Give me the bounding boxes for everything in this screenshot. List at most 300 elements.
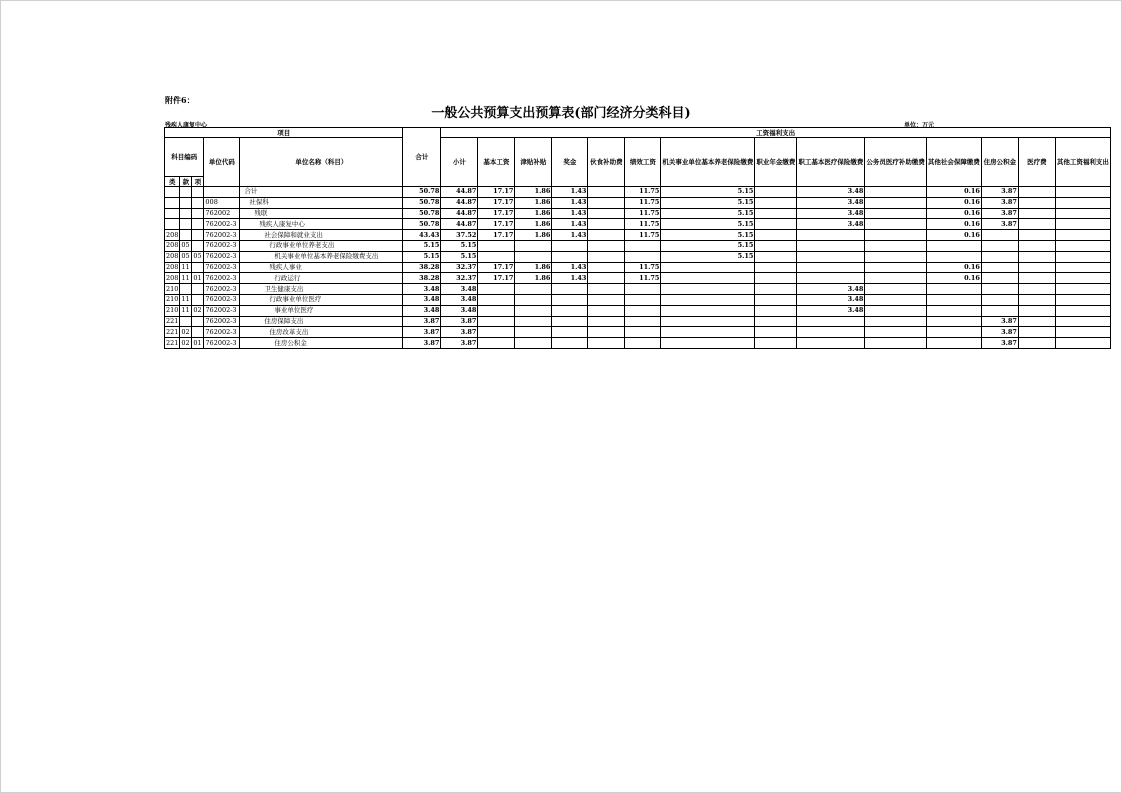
cell-kuan	[180, 284, 192, 295]
cell-value	[926, 305, 981, 316]
cell-value	[755, 197, 797, 208]
cell-value	[1055, 284, 1110, 295]
cell-value	[515, 327, 552, 338]
cell-value	[797, 262, 865, 273]
cell-value	[926, 240, 981, 251]
cell-kuan: 11	[180, 305, 192, 316]
cell-value	[515, 284, 552, 295]
cell-value	[981, 305, 1018, 316]
cell-value: 5.15	[403, 240, 441, 251]
cell-value: 1.86	[515, 273, 552, 284]
cell-lei: 208	[166, 241, 179, 250]
cell-value	[981, 240, 1018, 251]
cell-value: 1.43	[552, 230, 588, 241]
cell-value: 3.48	[797, 197, 865, 208]
cell-value	[865, 230, 927, 241]
cell-value: 1.86	[515, 230, 552, 241]
cell-value: 1.43	[552, 273, 588, 284]
cell-value	[865, 251, 927, 262]
cell-value	[661, 273, 755, 284]
cell-kuan	[180, 197, 192, 208]
cell-value	[588, 187, 625, 198]
cell-lei: 221	[166, 338, 179, 347]
cell-unit-code: 008	[204, 197, 240, 208]
cell-value: 50.78	[403, 219, 441, 230]
cell-value	[552, 316, 588, 327]
cell-value	[625, 284, 661, 295]
cell-value: 50.78	[403, 187, 441, 198]
cell-value	[588, 262, 625, 273]
cell-value: 3.48	[797, 219, 865, 230]
cell-xiang	[192, 316, 204, 327]
cell-value	[552, 305, 588, 316]
cell-value: 5.15	[661, 208, 755, 219]
cell-value	[625, 251, 661, 262]
table-row	[165, 208, 1111, 219]
cell-value	[865, 294, 927, 305]
cell-unit-code: 762002-3	[204, 284, 240, 295]
cell-value: 5.15	[441, 240, 478, 251]
table-row	[165, 327, 1111, 338]
cell-xiang	[192, 240, 204, 251]
cell-xiang	[192, 262, 204, 273]
table-row	[165, 262, 1111, 273]
cell-unit-name: 合计	[240, 187, 403, 198]
cell-unit-name: 机关事业单位基本养老保险缴费支出	[240, 251, 403, 262]
cell-value: 5.15	[661, 251, 755, 262]
table-row	[165, 338, 1111, 349]
table-row	[165, 187, 1111, 198]
cell-value	[478, 316, 515, 327]
cell-value	[981, 262, 1018, 273]
cell-value	[625, 327, 661, 338]
cell-value: 1.86	[515, 197, 552, 208]
cell-value: 37.52	[441, 230, 478, 241]
header-col: 奖金	[552, 138, 588, 187]
table-row	[165, 273, 1111, 284]
cell-value	[661, 262, 755, 273]
cell-value: 1.43	[552, 208, 588, 219]
table-row	[165, 219, 1111, 230]
cell-kuan: 11	[180, 294, 192, 305]
cell-value	[588, 338, 625, 349]
cell-value: 3.87	[441, 338, 478, 349]
cell-value	[1018, 208, 1055, 219]
cell-value: 44.87	[441, 219, 478, 230]
cell-value	[755, 208, 797, 219]
cell-value: 44.87	[441, 197, 478, 208]
cell-value: 3.87	[981, 197, 1018, 208]
cell-value: 50.78	[403, 208, 441, 219]
cell-unit-name: 社会保障和就业支出	[240, 230, 403, 241]
cell-value: 17.17	[478, 187, 515, 198]
cell-lei: 210	[166, 295, 179, 304]
cell-value	[926, 251, 981, 262]
cell-value: 5.15	[441, 251, 478, 262]
cell-xiang	[192, 327, 204, 338]
cell-value: 0.16	[926, 197, 981, 208]
cell-xiang	[192, 219, 204, 230]
table-row	[165, 284, 1111, 295]
cell-kuan	[180, 187, 192, 198]
cell-value	[625, 294, 661, 305]
cell-value	[797, 338, 865, 349]
header-col: 伙食补助费	[588, 138, 625, 187]
cell-value	[865, 273, 927, 284]
cell-value	[1018, 240, 1055, 251]
header-col: 绩效工资	[625, 138, 661, 187]
cell-value	[1055, 230, 1110, 241]
cell-value	[515, 316, 552, 327]
header-total: 合计	[403, 128, 441, 187]
cell-kuan	[180, 230, 192, 241]
cell-unit-code: 762002-3	[204, 316, 240, 327]
cell-value	[797, 327, 865, 338]
cell-value	[588, 316, 625, 327]
cell-value: 50.78	[403, 197, 441, 208]
cell-value	[797, 230, 865, 241]
cell-unit-code: 762002-3	[204, 273, 240, 284]
cell-value	[865, 219, 927, 230]
cell-value	[588, 230, 625, 241]
cell-value	[981, 251, 1018, 262]
cell-value	[515, 294, 552, 305]
table-row	[165, 294, 1111, 305]
cell-lei: 210	[166, 284, 179, 293]
cell-xiang: 01	[192, 273, 204, 284]
cell-xiang	[192, 208, 204, 219]
cell-value	[661, 294, 755, 305]
cell-value	[1018, 197, 1055, 208]
cell-value: 11.75	[625, 219, 661, 230]
cell-value: 1.43	[552, 219, 588, 230]
cell-value	[1055, 294, 1110, 305]
cell-value	[1018, 219, 1055, 230]
cell-kuan	[180, 316, 192, 327]
cell-lei: 208	[166, 262, 179, 271]
header-col: 基本工资	[478, 138, 515, 187]
header-unit-code: 单位代码	[204, 138, 240, 187]
cell-xiang: 02	[192, 305, 204, 316]
cell-value	[926, 284, 981, 295]
cell-unit-name: 社保科	[240, 197, 403, 208]
cell-value: 3.87	[403, 316, 441, 327]
cell-value: 17.17	[478, 262, 515, 273]
cell-unit-name: 残疾人事业	[240, 262, 403, 273]
cell-xiang: 05	[192, 251, 204, 262]
cell-value	[981, 230, 1018, 241]
cell-value	[478, 251, 515, 262]
cell-unit-name: 事业单位医疗	[240, 305, 403, 316]
cell-xiang	[192, 197, 204, 208]
cell-value: 44.87	[441, 208, 478, 219]
cell-value	[1055, 273, 1110, 284]
cell-unit-code: 762002-3	[204, 251, 240, 262]
cell-value: 1.86	[515, 219, 552, 230]
cell-value: 3.87	[441, 327, 478, 338]
cell-value	[755, 338, 797, 349]
cell-value: 32.37	[441, 262, 478, 273]
header-col: 小计	[441, 138, 478, 187]
cell-value	[865, 338, 927, 349]
cell-value	[1055, 338, 1110, 349]
cell-value	[478, 284, 515, 295]
cell-value	[588, 284, 625, 295]
cell-value: 17.17	[478, 273, 515, 284]
cell-value	[1055, 197, 1110, 208]
cell-value	[588, 294, 625, 305]
cell-value	[865, 197, 927, 208]
cell-xiang	[192, 284, 204, 295]
cell-value: 3.87	[981, 316, 1018, 327]
cell-unit-name: 行政事业单位医疗	[240, 294, 403, 305]
cell-unit-code	[204, 187, 240, 198]
header-wage-group: 工资福利支出	[441, 128, 1111, 138]
cell-value	[661, 305, 755, 316]
cell-value	[552, 294, 588, 305]
cell-value	[926, 338, 981, 349]
cell-value	[552, 251, 588, 262]
cell-unit-name: 行政事业单位养老支出	[240, 240, 403, 251]
cell-value: 11.75	[625, 187, 661, 198]
cell-value	[1018, 327, 1055, 338]
header-col: 其他工资福利支出	[1055, 138, 1110, 187]
cell-unit-name: 残疾人康复中心	[240, 219, 403, 230]
cell-value	[1055, 305, 1110, 316]
cell-value	[1018, 294, 1055, 305]
header-kuan: 款	[180, 177, 192, 187]
cell-value	[755, 284, 797, 295]
cell-value	[755, 316, 797, 327]
header-col: 职工基本医疗保险缴费	[797, 138, 865, 187]
cell-value: 3.87	[403, 338, 441, 349]
cell-kuan: 11	[180, 262, 192, 273]
cell-lei	[165, 208, 180, 219]
cell-value: 3.48	[441, 294, 478, 305]
header-col: 其他社会保障缴费	[926, 138, 981, 187]
cell-unit-code: 762002-3	[204, 338, 240, 349]
table-row	[165, 240, 1111, 251]
cell-kuan: 02	[180, 327, 192, 338]
cell-value: 44.87	[441, 187, 478, 198]
cell-value	[1055, 327, 1110, 338]
cell-unit-code: 762002-3	[204, 305, 240, 316]
cell-value	[588, 251, 625, 262]
table-row	[165, 197, 1111, 208]
cell-value: 3.48	[441, 305, 478, 316]
cell-unit-name: 行政运行	[240, 273, 403, 284]
cell-value	[661, 316, 755, 327]
cell-kuan: 02	[180, 338, 192, 349]
cell-value	[478, 240, 515, 251]
cell-value	[1055, 251, 1110, 262]
cell-value: 0.16	[926, 273, 981, 284]
cell-value	[1018, 187, 1055, 198]
cell-unit-code: 762002-3	[204, 230, 240, 241]
cell-value	[755, 240, 797, 251]
attachment-label: 附件6：	[165, 95, 195, 105]
cell-value	[926, 294, 981, 305]
cell-unit-code: 762002-3	[204, 262, 240, 273]
cell-value: 3.48	[403, 284, 441, 295]
cell-value: 3.87	[981, 338, 1018, 349]
cell-value	[625, 316, 661, 327]
cell-value	[865, 316, 927, 327]
cell-value	[552, 327, 588, 338]
cell-value	[865, 187, 927, 198]
cell-value: 3.87	[441, 316, 478, 327]
cell-value: 3.87	[981, 327, 1018, 338]
cell-unit-name: 住房保障支出	[240, 316, 403, 327]
cell-value: 1.86	[515, 262, 552, 273]
header-unit-col-name: 单位名称（科目）	[240, 138, 403, 187]
cell-value: 3.48	[441, 284, 478, 295]
cell-lei	[165, 219, 180, 230]
cell-value	[625, 240, 661, 251]
cell-value	[755, 262, 797, 273]
cell-value	[661, 284, 755, 295]
cell-unit-name: 残联	[240, 208, 403, 219]
cell-value: 3.48	[797, 294, 865, 305]
cell-value: 38.28	[403, 262, 441, 273]
cell-value	[1018, 273, 1055, 284]
cell-value: 32.37	[441, 273, 478, 284]
cell-value: 3.48	[797, 187, 865, 198]
cell-value	[625, 305, 661, 316]
cell-unit-name: 卫生健康支出	[240, 284, 403, 295]
cell-value: 11.75	[625, 208, 661, 219]
cell-value	[755, 251, 797, 262]
cell-value	[1055, 219, 1110, 230]
cell-value: 5.15	[661, 219, 755, 230]
cell-lei: 221	[166, 316, 179, 325]
cell-value	[755, 305, 797, 316]
cell-lei: 221	[166, 327, 179, 336]
cell-value: 3.48	[797, 284, 865, 295]
cell-value: 11.75	[625, 262, 661, 273]
cell-value	[797, 316, 865, 327]
cell-value: 17.17	[478, 208, 515, 219]
cell-value: 5.15	[661, 230, 755, 241]
cell-value: 0.16	[926, 219, 981, 230]
cell-value: 17.17	[478, 219, 515, 230]
cell-unit-code: 762002	[204, 208, 240, 219]
cell-value: 5.15	[661, 187, 755, 198]
cell-value: 3.48	[403, 294, 441, 305]
table-row	[165, 305, 1111, 316]
cell-value	[625, 338, 661, 349]
cell-value	[1018, 316, 1055, 327]
cell-lei: 208	[166, 230, 179, 239]
cell-value: 3.87	[403, 327, 441, 338]
cell-value: 17.17	[478, 230, 515, 241]
header-col: 机关事业单位基本养老保险缴费	[661, 138, 755, 187]
cell-value	[515, 251, 552, 262]
cell-value	[552, 338, 588, 349]
cell-value	[515, 338, 552, 349]
table-row	[165, 230, 1111, 241]
header-xiang: 项	[192, 177, 204, 187]
header-col: 职业年金缴费	[755, 138, 797, 187]
cell-value	[926, 316, 981, 327]
cell-value	[926, 327, 981, 338]
cell-value	[1055, 208, 1110, 219]
cell-lei	[165, 197, 180, 208]
cell-value: 0.16	[926, 208, 981, 219]
cell-lei: 208	[166, 252, 179, 261]
cell-value	[1018, 230, 1055, 241]
header-project: 项目	[165, 128, 403, 138]
cell-value	[478, 294, 515, 305]
cell-value	[478, 327, 515, 338]
cell-value	[588, 197, 625, 208]
cell-value	[588, 273, 625, 284]
cell-unit-code: 762002-3	[204, 240, 240, 251]
header-col: 津贴补贴	[515, 138, 552, 187]
cell-value	[865, 208, 927, 219]
header-col: 住房公积金	[981, 138, 1018, 187]
cell-value	[515, 305, 552, 316]
cell-value	[661, 338, 755, 349]
cell-unit-code: 762002-3	[204, 219, 240, 230]
cell-value: 5.15	[661, 197, 755, 208]
cell-value: 3.48	[797, 305, 865, 316]
cell-value	[797, 273, 865, 284]
cell-value	[865, 240, 927, 251]
cell-unit-code: 762002-3	[204, 327, 240, 338]
cell-lei: 210	[166, 306, 179, 315]
cell-value	[661, 327, 755, 338]
cell-value	[1018, 338, 1055, 349]
cell-value: 1.86	[515, 208, 552, 219]
cell-value	[755, 327, 797, 338]
cell-value	[588, 240, 625, 251]
cell-value	[1055, 262, 1110, 273]
cell-value: 43.43	[403, 230, 441, 241]
cell-value: 1.86	[515, 187, 552, 198]
cell-value	[1018, 251, 1055, 262]
cell-value: 5.15	[403, 251, 441, 262]
cell-value	[588, 208, 625, 219]
cell-value	[865, 262, 927, 273]
cell-value	[865, 305, 927, 316]
cell-value	[981, 273, 1018, 284]
cell-value	[981, 284, 1018, 295]
cell-value: 5.15	[661, 240, 755, 251]
cell-value	[1018, 284, 1055, 295]
cell-value	[797, 251, 865, 262]
unit-name: 残疾人康复中心	[165, 122, 208, 129]
cell-kuan	[180, 219, 192, 230]
cell-value	[865, 284, 927, 295]
cell-value: 11.75	[625, 197, 661, 208]
table-row	[165, 316, 1111, 327]
cell-value: 1.43	[552, 262, 588, 273]
cell-value: 0.16	[926, 187, 981, 198]
cell-unit-name: 住房公积金	[240, 338, 403, 349]
cell-kuan: 05	[180, 251, 192, 262]
cell-value: 3.48	[797, 208, 865, 219]
cell-value	[755, 187, 797, 198]
cell-value: 11.75	[625, 273, 661, 284]
cell-xiang: 01	[192, 338, 204, 349]
cell-value	[1018, 262, 1055, 273]
cell-lei: 208	[166, 273, 179, 282]
cell-xiang	[192, 187, 204, 198]
cell-value	[755, 219, 797, 230]
cell-value	[588, 305, 625, 316]
header-lei: 类	[165, 177, 180, 187]
